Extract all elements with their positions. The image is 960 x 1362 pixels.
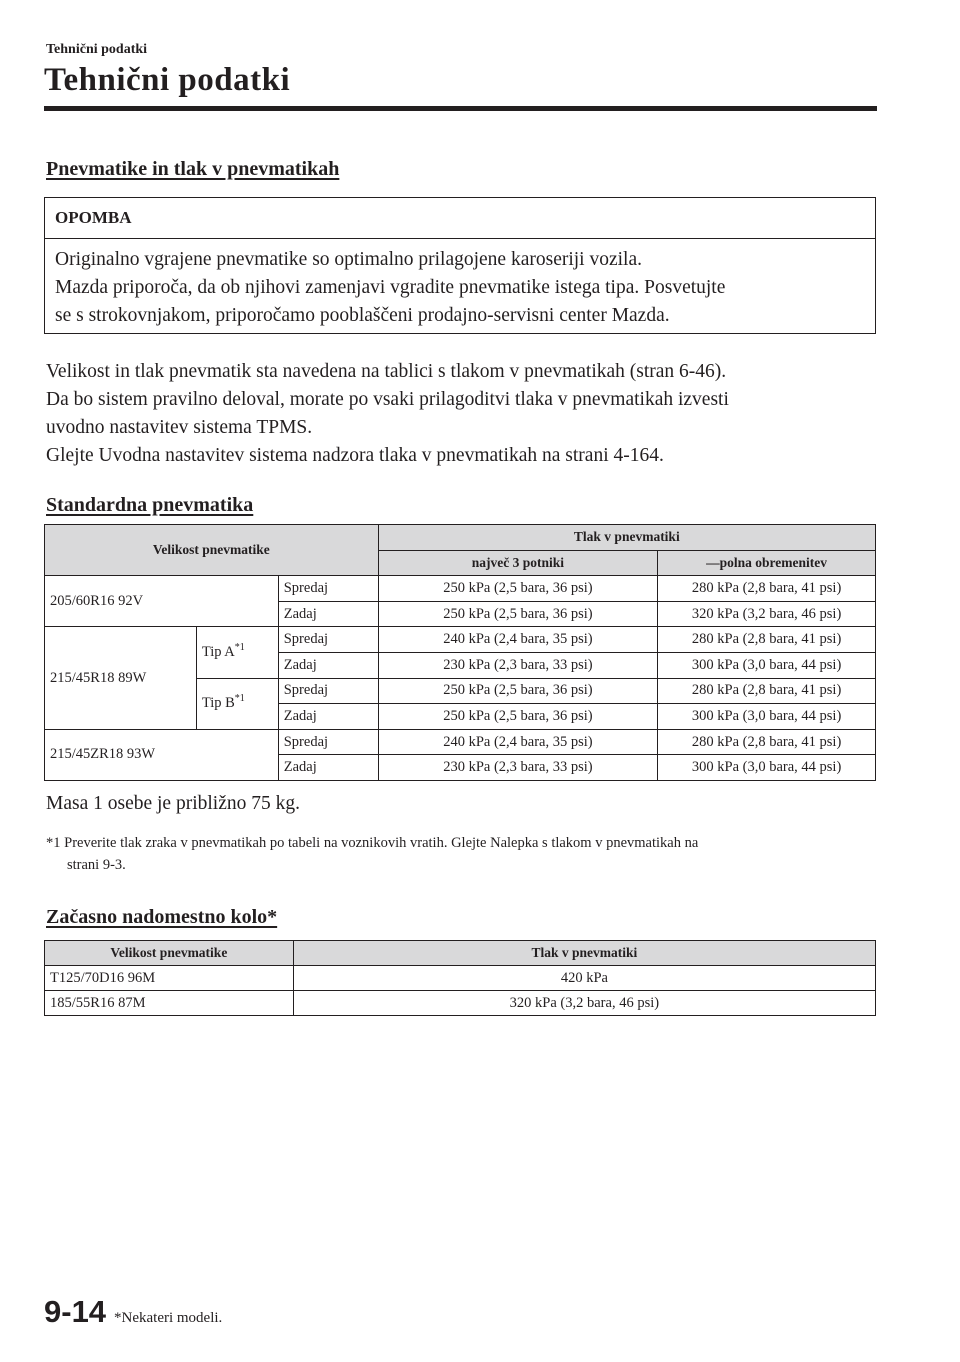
pressure-cell: 280 kPa (2,8 bara, 41 psi): [658, 678, 876, 704]
footnote-line: strani 9-3.: [67, 857, 126, 873]
pressure-cell: 250 kPa (2,5 bara, 36 psi): [378, 704, 658, 730]
standard-tire-table: [44, 524, 876, 781]
pressure-cell: 320 kPa (3,2 bara, 46 psi): [293, 991, 875, 1016]
pressure-cell: 280 kPa (2,8 bara, 41 psi): [658, 576, 876, 602]
pressure-cell: 230 kPa (2,3 bara, 33 psi): [378, 755, 658, 781]
pressure-cell: 300 kPa (3,0 bara, 44 psi): [658, 755, 876, 781]
body-paragraph: [46, 358, 876, 470]
tire-size-cell: 185/55R16 87M: [45, 991, 294, 1016]
header-max-3-passengers: največ 3 potniki: [378, 550, 658, 576]
tire-type-cell: [196, 678, 278, 729]
table-row: [45, 966, 876, 991]
table-row: [45, 991, 876, 1016]
pressure-cell: 280 kPa (2,8 bara, 41 psi): [658, 627, 876, 653]
header-tire-size: Velikost pnevmatike: [45, 941, 294, 966]
pressure-cell: 230 kPa (2,3 bara, 33 psi): [378, 652, 658, 678]
note-heading: OPOMBA: [45, 198, 875, 239]
note-line: Mazda priporoča, da ob njihovi zamenjavi vgradite pnevmatike istega tipa. Posvetujte: [55, 277, 726, 298]
header-tire-pressure: Tlak v pnevmatiki: [378, 525, 875, 551]
pressure-cell: 320 kPa (3,2 bara, 46 psi): [658, 601, 876, 627]
axle-cell: Zadaj: [278, 704, 378, 730]
footnote-1: [46, 832, 876, 876]
tire-type-label: Tip B: [201, 695, 235, 712]
header-rule: [44, 106, 877, 111]
pressure-cell: 250 kPa (2,5 bara, 36 psi): [378, 601, 658, 627]
tire-type-cell: [196, 627, 278, 678]
footnote-line: *1 Preverite tlak zraka v pnevmatikah po tabeli na voznikovih vratih. Glejte Nalepka s tlakom v pnevmatikah na: [46, 835, 699, 851]
footer-note: *Nekateri modeli.: [114, 1310, 223, 1326]
footnote-ref: *1: [234, 642, 245, 654]
pressure-cell: 250 kPa (2,5 bara, 36 psi): [378, 576, 658, 602]
section-title-standard: Standardna pnevmatika: [46, 494, 254, 516]
footnote-ref: *1: [234, 693, 245, 705]
table-row: [45, 729, 876, 755]
pressure-cell: 300 kPa (3,0 bara, 44 psi): [658, 652, 876, 678]
tire-size-cell: 215/45R18 89W: [45, 627, 197, 729]
note-line: Originalno vgrajene pnevmatike so optimalno prilagojene karoseriji vozila.: [55, 249, 642, 270]
table-row: [45, 627, 876, 653]
body-line: Da bo sistem pravilno deloval, morate po vsaki prilagoditvi tlaka v pnevmatikah izvesti: [46, 389, 729, 410]
note-body: [45, 239, 875, 330]
pressure-cell: 240 kPa (2,4 bara, 35 psi): [378, 627, 658, 653]
axle-cell: Spredaj: [278, 678, 378, 704]
body-line: uvodno nastavitev sistema TPMS.: [46, 417, 313, 438]
table-row: [45, 576, 876, 602]
axle-cell: Spredaj: [278, 729, 378, 755]
section-title-spare: Začasno nadomestno kolo*: [46, 906, 278, 928]
note-line: se s strokovnjakom, priporočamo pooblaščeni prodajno-servisni center Mazda.: [55, 305, 670, 326]
axle-cell: Spredaj: [278, 576, 378, 602]
header-tire-size: Velikost pnevmatike: [45, 525, 379, 576]
pressure-cell: 420 kPa: [293, 966, 875, 991]
header-tire-pressure: Tlak v pnevmatiki: [293, 941, 875, 966]
axle-cell: Zadaj: [278, 601, 378, 627]
pressure-cell: 240 kPa (2,4 bara, 35 psi): [378, 729, 658, 755]
body-line: Velikost in tlak pnevmatik sta navedena na tablici s tlakom v pnevmatikah (stran 6-46).: [46, 361, 727, 382]
body-line: Glejte Uvodna nastavitev sistema nadzora tlaka v pnevmatikah na strani 4-164.: [46, 445, 664, 466]
pressure-cell: 250 kPa (2,5 bara, 36 psi): [378, 678, 658, 704]
chapter-title: Tehnični podatki: [44, 62, 291, 98]
section-title-tires: Pnevmatike in tlak v pnevmatikah: [46, 158, 340, 180]
pressure-cell: 300 kPa (3,0 bara, 44 psi): [658, 704, 876, 730]
tire-size-cell: T125/70D16 96M: [45, 966, 294, 991]
tire-size-cell: 205/60R16 92V: [45, 576, 279, 627]
axle-cell: Zadaj: [278, 652, 378, 678]
tire-type-label: Tip A: [201, 643, 235, 660]
spare-wheel-table: [44, 940, 876, 1016]
axle-cell: Zadaj: [278, 755, 378, 781]
page-number: 9-14: [44, 1294, 107, 1329]
pressure-cell: 280 kPa (2,8 bara, 41 psi): [658, 729, 876, 755]
header-full-load: —polna obremenitev: [658, 550, 876, 576]
running-header: Tehnični podatki: [46, 42, 148, 57]
note-box: [44, 197, 876, 334]
tire-size-cell: 215/45ZR18 93W: [45, 729, 279, 780]
axle-cell: Spredaj: [278, 627, 378, 653]
person-mass-note: Masa 1 osebe je približno 75 kg.: [46, 793, 300, 814]
